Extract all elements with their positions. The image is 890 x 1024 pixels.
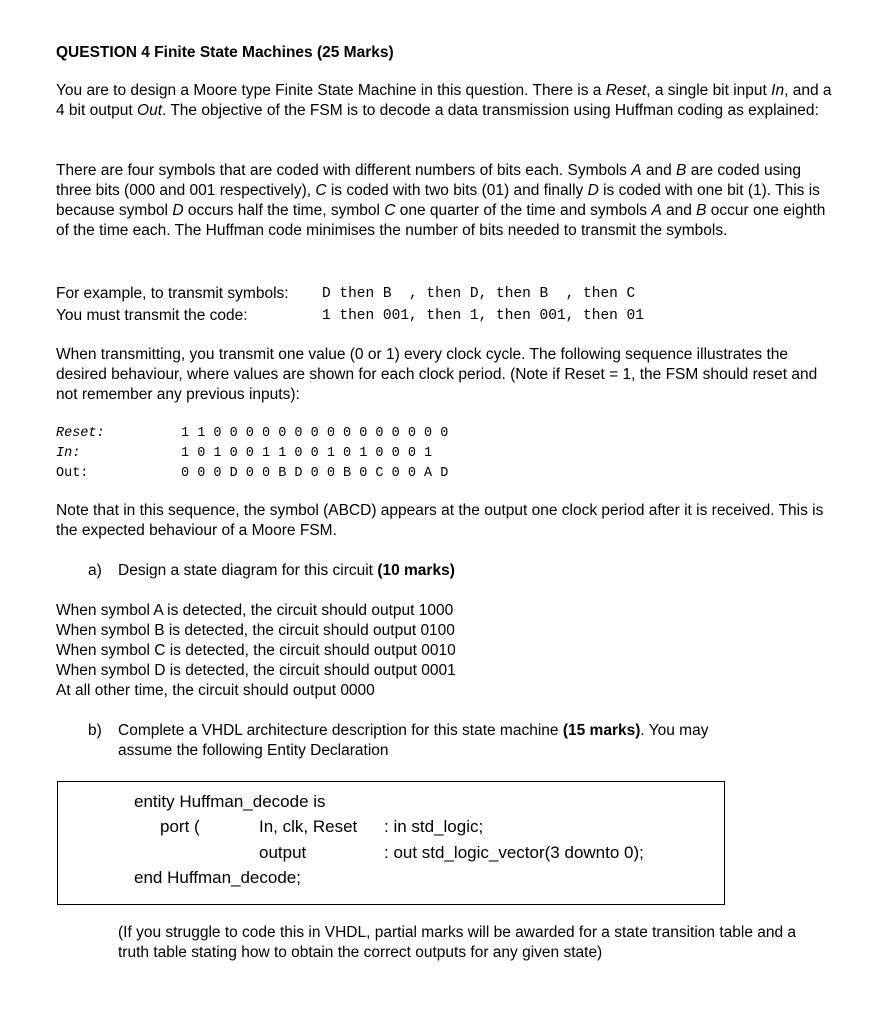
output-rule-b: When symbol B is detected, the circuit should output 0100 xyxy=(56,622,455,639)
reset-label: Reset: xyxy=(56,426,105,441)
example-symbols-label: For example, to transmit symbols: xyxy=(56,285,289,302)
part-b-number: b) xyxy=(88,722,102,739)
out-label: Out: xyxy=(56,466,89,481)
question-title: QUESTION 4 Finite State Machines (25 Marks) xyxy=(56,44,394,61)
output-rule-a: When symbol A is detected, the circuit should output 1000 xyxy=(56,602,454,619)
example-block xyxy=(56,283,836,327)
in-label: In: xyxy=(56,446,81,461)
symbols-paragraph: There are four symbols that are coded with different numbers of bits each. Symbols A and B are coded using three bits (000 and 001 respectively), C is coded with two bits (01) and finally D is coded with one bit (1). This is because symbol D occurs half the time, symbol C one quarter of the time and symbols A and B occur one eighth of the time each. The Huffman code minimises the number of bits needed to transmit the symbols. xyxy=(56,162,826,239)
output-rules xyxy=(56,601,836,701)
moore-note-paragraph: Note that in this sequence, the symbol (ABCD) appears at the output one clock period after it is received. This is the expected behaviour of a Moore FSM. xyxy=(56,502,824,539)
example-code-row xyxy=(56,305,836,327)
output-rule-d: When symbol D is detected, the circuit should output 0001 xyxy=(56,662,456,679)
sequence-out-row xyxy=(56,464,836,484)
sequence-reset-row xyxy=(56,424,836,444)
example-symbols-value: D then B , then D, then B , then C xyxy=(322,286,636,302)
part-a: a) Design a state diagram for this circuit (10 marks) xyxy=(88,562,455,579)
entity-declaration-box xyxy=(57,781,725,905)
sequence-in-row xyxy=(56,444,836,464)
example-symbols-row xyxy=(56,283,836,305)
intro-paragraph: You are to design a Moore type Finite State Machine in this question. There is a Reset, a single bit input In, and a 4 bit output Out. The objective of the FSM is to decode a data transmission using Huffman coding as explained: xyxy=(56,82,832,119)
example-code-value: 1 then 001, then 1, then 001, then 01 xyxy=(322,308,644,324)
output-port: output xyxy=(259,843,307,862)
entity-line: entity Huffman_decode is xyxy=(134,792,326,811)
part-b: b) Complete a VHDL architecture description for this state machine (15 marks). You may assume the following Entity Declaration xyxy=(88,722,709,759)
transmit-paragraph: When transmitting, you transmit one value (0 or 1) every clock cycle. The following sequence illustrates the desired behaviour, where values are shown for each clock period. (Note if Reset = 1, the FSM should reset and not remember any previous inputs): xyxy=(56,346,818,403)
input-ports-type: : in std_logic; xyxy=(384,817,484,836)
partial-marks-hint: (If you struggle to code this in VHDL, partial marks will be awarded for a state transition table and a truth table stating how to obtain the correct outputs for any given state) xyxy=(118,924,797,961)
output-rule-other: At all other time, the circuit should output 0000 xyxy=(56,682,375,699)
output-rule-c: When symbol C is detected, the circuit should output 0010 xyxy=(56,642,456,659)
part-a-number: a) xyxy=(88,562,102,579)
end-entity-line: end Huffman_decode; xyxy=(134,868,301,887)
reset-values: 1 1 0 0 0 0 0 0 0 0 0 0 0 0 0 0 0 xyxy=(181,426,449,441)
output-port-type: : out std_logic_vector(3 downto 0); xyxy=(384,843,644,862)
input-ports: In, clk, Reset xyxy=(259,817,358,836)
out-values: 0 0 0 D 0 0 B D 0 0 B 0 C 0 0 A D xyxy=(181,466,449,481)
port-keyword: port ( xyxy=(160,817,200,836)
sequence-table xyxy=(56,424,836,484)
in-values: 1 0 1 0 0 1 1 0 0 1 0 1 0 0 0 1 xyxy=(181,446,433,461)
example-code-label: You must transmit the code: xyxy=(56,307,248,324)
